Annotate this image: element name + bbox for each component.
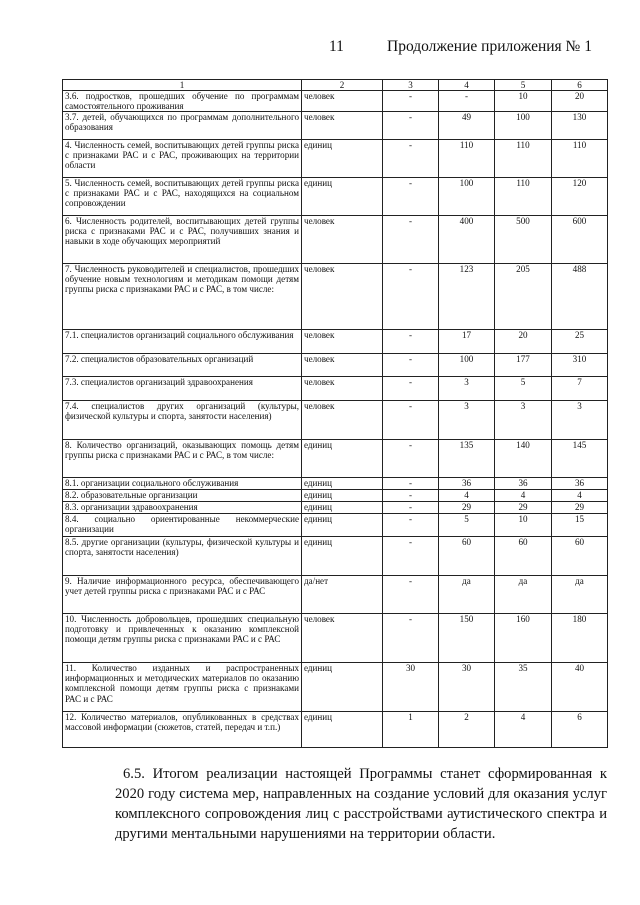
table-row (63, 112, 608, 140)
unit-cell: единиц (302, 140, 383, 178)
value-cell: 29 (495, 502, 552, 514)
value-cell: - (383, 140, 439, 178)
value-cell: 180 (552, 614, 608, 663)
unit-cell: единиц (302, 712, 383, 748)
value-cell: 120 (552, 178, 608, 216)
value-cell: - (383, 576, 439, 614)
value-cell: 130 (552, 112, 608, 140)
value-cell: - (383, 440, 439, 478)
value-cell: 60 (439, 537, 495, 576)
value-cell: 5 (439, 514, 495, 537)
value-cell: 40 (552, 663, 608, 712)
page-header (0, 38, 640, 58)
value-cell: 35 (495, 663, 552, 712)
table-row (63, 514, 608, 537)
indicator-cell: 7.3. специалистов организаций здравоохранения (63, 377, 302, 401)
value-cell: 60 (552, 537, 608, 576)
unit-cell: единиц (302, 502, 383, 514)
appendix-title: Продолжение приложения № 1 (387, 38, 592, 55)
value-cell: 100 (439, 178, 495, 216)
indicator-cell: 8. Количество организаций, оказывающих помощь детям группы риска с признаками РАС и с РАС, в том числе: (63, 440, 302, 478)
value-cell: 400 (439, 216, 495, 264)
indicator-cell: 4. Численность семей, воспитывающих детей группы риска с признаками РАС и с РАС, проживающих на территории области (63, 140, 302, 178)
value-cell: - (383, 514, 439, 537)
value-cell: 25 (552, 330, 608, 354)
indicator-cell: 8.1. организации социального обслуживания (63, 478, 302, 490)
value-cell: 135 (439, 440, 495, 478)
value-cell: 150 (439, 614, 495, 663)
table-row (63, 614, 608, 663)
value-cell: 7 (552, 377, 608, 401)
value-cell: 60 (495, 537, 552, 576)
unit-cell: человек (302, 91, 383, 112)
table-row (63, 330, 608, 354)
value-cell: - (383, 216, 439, 264)
column-header: 5 (495, 80, 552, 91)
value-cell: 3 (495, 401, 552, 440)
value-cell: - (439, 91, 495, 112)
indicator-cell: 6. Численность родителей, воспитывающих детей группы риска с признаками РАС и с РАС, получивших знания и навыки в ходе обучающих мероприятий (63, 216, 302, 264)
unit-cell: человек (302, 614, 383, 663)
value-cell: 4 (552, 490, 608, 502)
table-row (63, 576, 608, 614)
value-cell: 30 (383, 663, 439, 712)
closing-paragraph-text: 6.5. Итогом реализации настоящей Программы станет сформированная к 2020 году система мер, направленных на создание условий для оказания услуг комплексного сопровождения лиц с расстройствами аутистического спектра и другими ментальными нарушениями на территории области. (115, 766, 607, 842)
unit-cell: человек (302, 354, 383, 377)
table-row (63, 354, 608, 377)
unit-cell: единиц (302, 490, 383, 502)
unit-cell: человек (302, 377, 383, 401)
value-cell: 20 (495, 330, 552, 354)
value-cell: - (383, 91, 439, 112)
value-cell: 160 (495, 614, 552, 663)
value-cell: 100 (495, 112, 552, 140)
value-cell: 10 (495, 91, 552, 112)
unit-cell: единиц (302, 537, 383, 576)
indicator-cell: 5. Численность семей, воспитывающих детей группы риска с признаками РАС и с РАС, находящихся на социальном сопровождении (63, 178, 302, 216)
table-row (63, 502, 608, 514)
table-header-row (63, 80, 608, 91)
value-cell: 110 (439, 140, 495, 178)
value-cell: 30 (439, 663, 495, 712)
indicators-table (62, 79, 608, 748)
table-row (63, 178, 608, 216)
unit-cell: человек (302, 401, 383, 440)
unit-cell: единиц (302, 663, 383, 712)
value-cell: 140 (495, 440, 552, 478)
value-cell: 600 (552, 216, 608, 264)
column-header: 6 (552, 80, 608, 91)
value-cell: - (383, 330, 439, 354)
unit-cell: единиц (302, 178, 383, 216)
column-header: 3 (383, 80, 439, 91)
column-header: 4 (439, 80, 495, 91)
value-cell: 310 (552, 354, 608, 377)
value-cell: - (383, 478, 439, 490)
value-cell: 1 (383, 712, 439, 748)
value-cell: 4 (495, 490, 552, 502)
unit-cell: человек (302, 330, 383, 354)
indicator-cell: 7.1. специалистов организаций социального обслуживания (63, 330, 302, 354)
indicator-cell: 9. Наличие информационного ресурса, обеспечивающего учет детей группы риска с признаками РАС и с РАС (63, 576, 302, 614)
value-cell: - (383, 112, 439, 140)
table-row (63, 91, 608, 112)
indicator-cell: 12. Количество материалов, опубликованных в средствах массовой информации (сюжетов, статей, передач и т.п.) (63, 712, 302, 748)
value-cell: 110 (552, 140, 608, 178)
value-cell: 4 (495, 712, 552, 748)
indicator-cell: 7. Численность руководителей и специалистов, прошедших обучение новым технологиям и методикам помощи детям группы риска с признаками РАС и с РАС, в том числе: (63, 264, 302, 330)
value-cell: 100 (439, 354, 495, 377)
value-cell: да (552, 576, 608, 614)
value-cell: - (383, 502, 439, 514)
indicator-cell: 3.7. детей, обучающихся по программам дополнительного образования (63, 112, 302, 140)
column-header: 1 (63, 80, 302, 91)
value-cell: 110 (495, 140, 552, 178)
unit-cell: единиц (302, 440, 383, 478)
table-row (63, 537, 608, 576)
value-cell: 488 (552, 264, 608, 330)
unit-cell: единиц (302, 514, 383, 537)
value-cell: 29 (439, 502, 495, 514)
value-cell: 10 (495, 514, 552, 537)
value-cell: 3 (439, 401, 495, 440)
value-cell: 500 (495, 216, 552, 264)
unit-cell: да/нет (302, 576, 383, 614)
value-cell: - (383, 401, 439, 440)
value-cell: 15 (552, 514, 608, 537)
value-cell: 177 (495, 354, 552, 377)
table-row (63, 663, 608, 712)
table-row (63, 216, 608, 264)
unit-cell: человек (302, 264, 383, 330)
table-row (63, 140, 608, 178)
value-cell: 36 (439, 478, 495, 490)
value-cell: - (383, 537, 439, 576)
value-cell: 3 (552, 401, 608, 440)
value-cell: - (383, 490, 439, 502)
indicator-cell: 3.6. подростков, прошедших обучение по программам самостоятельного проживания (63, 91, 302, 112)
value-cell: 29 (552, 502, 608, 514)
indicator-cell: 7.2. специалистов образовательных организаций (63, 354, 302, 377)
value-cell: - (383, 377, 439, 401)
table-row (63, 490, 608, 502)
value-cell: 3 (439, 377, 495, 401)
value-cell: - (383, 178, 439, 216)
value-cell: 2 (439, 712, 495, 748)
unit-cell: человек (302, 112, 383, 140)
value-cell: 110 (495, 178, 552, 216)
value-cell: да (439, 576, 495, 614)
value-cell: 4 (439, 490, 495, 502)
closing-paragraph (115, 764, 607, 844)
value-cell: 17 (439, 330, 495, 354)
table-row (63, 440, 608, 478)
value-cell: 123 (439, 264, 495, 330)
unit-cell: человек (302, 216, 383, 264)
table-row (63, 401, 608, 440)
indicator-cell: 7.4. специалистов других организаций (культуры, физической культуры и спорта, занятости населения) (63, 401, 302, 440)
value-cell: 145 (552, 440, 608, 478)
value-cell: - (383, 354, 439, 377)
value-cell: - (383, 614, 439, 663)
table-row (63, 264, 608, 330)
value-cell: 205 (495, 264, 552, 330)
value-cell: 20 (552, 91, 608, 112)
indicator-cell: 8.4. социально ориентированные некоммерческие организации (63, 514, 302, 537)
column-header: 2 (302, 80, 383, 91)
table-row (63, 377, 608, 401)
unit-cell: единиц (302, 478, 383, 490)
table-row (63, 478, 608, 490)
indicator-cell: 8.3. организации здравоохранения (63, 502, 302, 514)
value-cell: 36 (495, 478, 552, 490)
page-number: 11 (329, 38, 344, 55)
value-cell: 5 (495, 377, 552, 401)
value-cell: - (383, 264, 439, 330)
indicator-cell: 11. Количество изданных и распространенных информационных и методических материалов по оказанию комплексной помощи детям группы риска с признаками РАС и с РАС (63, 663, 302, 712)
indicator-cell: 8.2. образовательные организации (63, 490, 302, 502)
value-cell: 49 (439, 112, 495, 140)
value-cell: 36 (552, 478, 608, 490)
value-cell: да (495, 576, 552, 614)
indicator-cell: 8.5. другие организации (культуры, физической культуры и спорта, занятости населения) (63, 537, 302, 576)
indicator-cell: 10. Численность добровольцев, прошедших специальную подготовку и привлеченных к оказанию комплексной помощи детям группы риска с признаками РАС и с РАС (63, 614, 302, 663)
table-row (63, 712, 608, 748)
value-cell: 6 (552, 712, 608, 748)
